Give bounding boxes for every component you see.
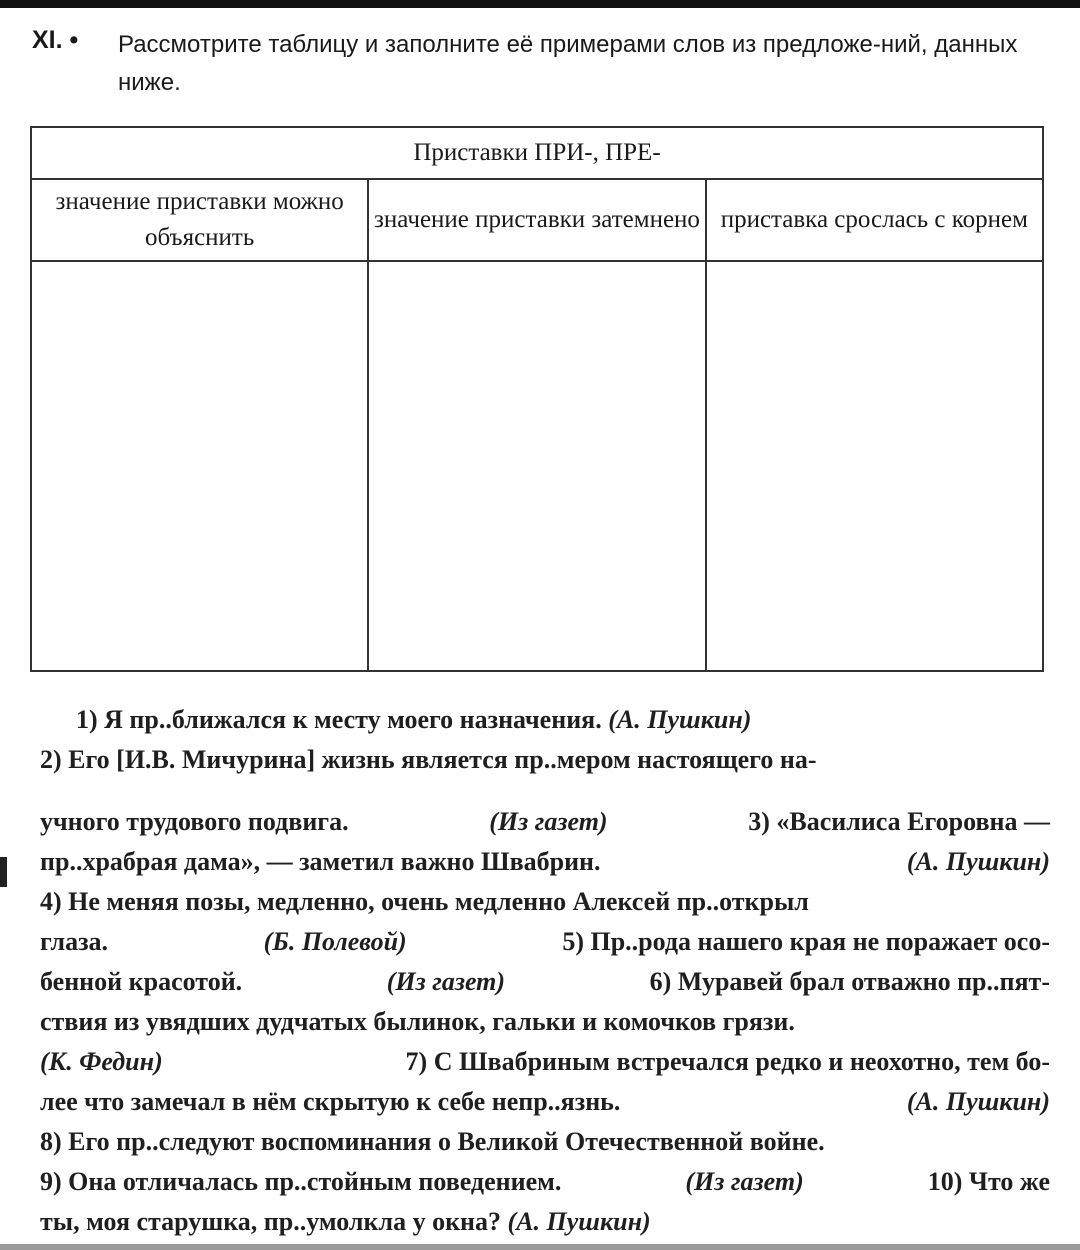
- source-citation: (Б. Полевой): [263, 927, 407, 956]
- sentence-text: бенной красотой.: [40, 967, 243, 996]
- sentence-text: пр..храбрая дама», — заметил важно Швабрин.: [40, 847, 601, 876]
- sentence-text: 3) «Василиса Егоровна —: [748, 807, 1050, 836]
- sentence-text: 1) Я пр..ближался к месту моего назначения.: [76, 705, 602, 734]
- source-citation: (А. Пушкин): [906, 847, 1050, 876]
- source-citation: (А. Пушкин): [608, 705, 752, 734]
- table-title-row: [31, 127, 1043, 179]
- sentence-line: [40, 1162, 1050, 1202]
- sentences-block: [40, 700, 1050, 1242]
- sentence-text: ты, моя старушка, пр..умолкла у окна?: [40, 1207, 502, 1236]
- margin-mark: [0, 857, 7, 887]
- source-citation: (А. Пушкин): [507, 1207, 651, 1236]
- sentence-text: 5) Пр..рода нашего края не поражает осо-: [562, 927, 1050, 956]
- sentence-text: глаза.: [40, 927, 109, 956]
- sentence-text: 10) Что же: [927, 1167, 1050, 1196]
- sentence-line: [40, 802, 1050, 842]
- source-citation: (К. Федин): [40, 1047, 163, 1076]
- sentence-line: [40, 842, 1050, 882]
- column-header-obscured: значение приставки затемнено: [368, 179, 705, 261]
- prefix-table: [30, 126, 1044, 672]
- sentence-line: 2) Его [И.В. Мичурина] жизнь является пр..мером настоящего на-: [40, 745, 817, 774]
- source-citation: (Из газет): [685, 1167, 804, 1196]
- sentence-text: 6) Муравей брал отважно пр..пят-: [649, 967, 1050, 996]
- table-title: Приставки ПРИ-, ПРЕ-: [31, 127, 1043, 179]
- sentence-line: [40, 1042, 1050, 1082]
- task-instruction: Рассмотрите таблицу и заполните её примерами слов из предложе-ний, данных ниже.: [118, 31, 1018, 96]
- bottom-border: [0, 1244, 1080, 1250]
- task-number: XI. •: [32, 26, 79, 54]
- sentence-line: 4) Не меняя позы, медленно, очень медленно Алексей пр..открыл: [40, 887, 809, 916]
- sentence-line: [40, 922, 1050, 962]
- answer-cell-obscured[interactable]: [368, 261, 705, 671]
- top-border: [0, 0, 1080, 8]
- table-header-row: [31, 179, 1043, 261]
- sentence-text: учного трудового подвига.: [40, 807, 349, 836]
- sentence-text: 7) С Швабриным встречался редко и неохотно, тем бо-: [405, 1047, 1050, 1076]
- column-header-explainable: значение приставки можно объяснить: [31, 179, 368, 261]
- source-citation: (А. Пушкин): [906, 1087, 1050, 1116]
- answer-cell-explainable[interactable]: [31, 261, 368, 671]
- sentence-line: ствия из увядших дудчатых былинок, гальки и комочков грязи.: [40, 1007, 795, 1036]
- column-header-fused: приставка срослась с корнем: [706, 179, 1043, 261]
- sentence-line: [40, 1202, 1050, 1242]
- sentence-line: 8) Его пр..следуют воспоминания о Великой Отечественной войне.: [40, 1127, 825, 1156]
- source-citation: (Из газет): [489, 807, 608, 836]
- sentence-line: [40, 962, 1050, 1002]
- table-answer-row: [31, 261, 1043, 671]
- answer-cell-fused[interactable]: [706, 261, 1043, 671]
- sentence-line: [40, 700, 1050, 740]
- source-citation: (Из газет): [386, 967, 506, 996]
- sentence-text: 9) Она отличалась пр..стойным поведением.: [40, 1167, 562, 1196]
- sentence-line: [40, 1082, 1050, 1122]
- sentence-text: лее что замечал в нём скрытую к себе непр..язнь.: [40, 1087, 621, 1116]
